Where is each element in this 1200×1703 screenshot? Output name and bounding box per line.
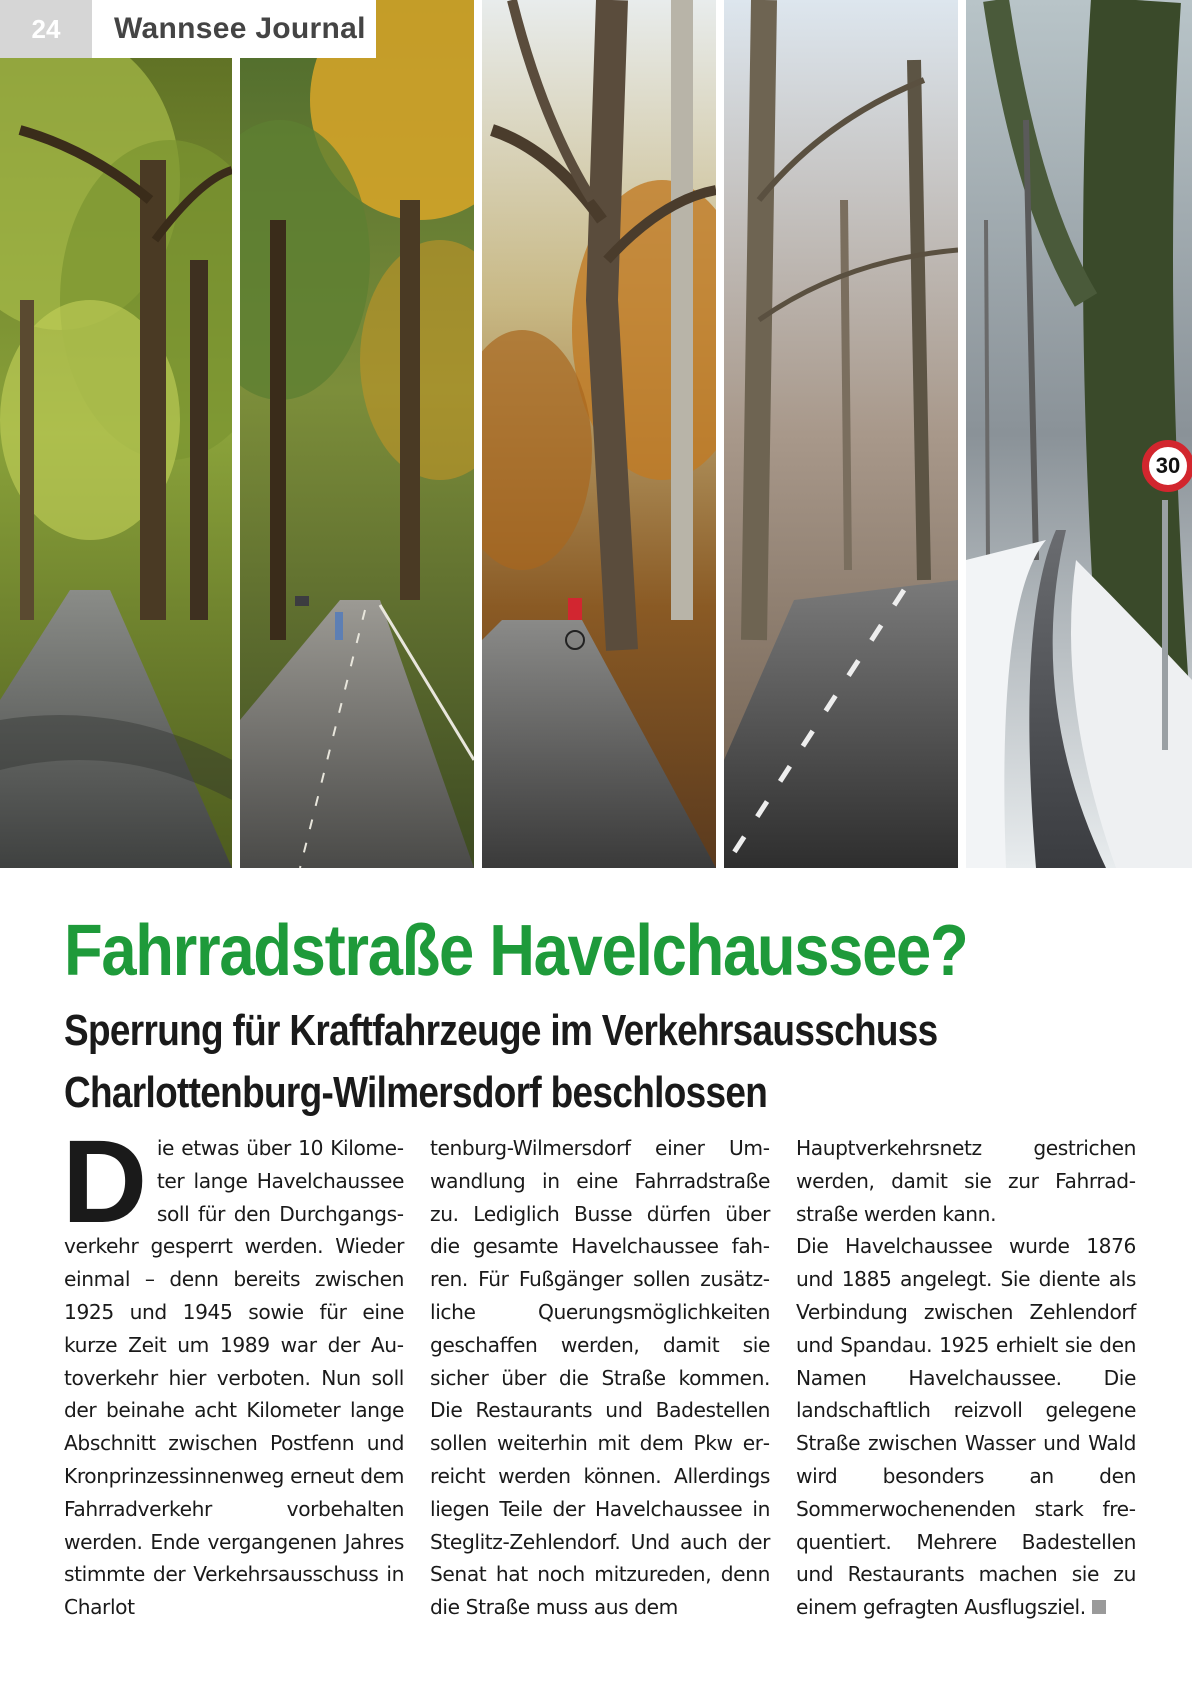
column-1-text: ie etwas über 10 Kilometer lange Havelchaussee soll für den Durchgangsverkehr gesperrt werden. Wieder einmal – denn bereits zwischen 1925 und 1945 sowie für eine kurze Zeit um 1989 war der Autoverkehr hier verboten. Nun soll der beinahe acht Kilometer lange Abschnitt zwischen Postfenn und Kronprinzessinnenweg erneut dem Fahrradverkehr vorbehalten werden. Ende vergangenen Jahres stimmte der Verkehrsausschuss in Charlot — [64, 1136, 404, 1620]
photo-early-spring-road — [724, 0, 958, 868]
article-subtitle — [64, 1000, 1072, 1124]
speed-limit-sign-icon — [1142, 440, 1192, 492]
column-3-paragraph-2-text: Die Havelchaussee wurde 1876 und 1885 angelegt. Sie diente als Verbindung zwischen Zehlendorf und Spandau. 1925 erhielt sie den Namen Havelchaussee. Die landschaftlich reizvoll gelegene Straße zwischen Wasser und Wald wird besonders an den Sommerwochenenden stark frequentiert. Mehrere Badestellen und Restaurants machen sie zu einem gefragten Ausflugsziel. — [796, 1234, 1136, 1620]
page-header — [0, 0, 376, 58]
column-2-text: tenburg-Wilmersdorf einer Umwandlung in eine Fahrradstraße zu. Lediglich Busse dürfen über die gesamte Havelchaussee fahren. Für Fußgänger sollen zusätzliche Querungsmöglichkeiten geschaffen werden, damit sie sicher über die Straße kommen. Die Restaurants und Badestellen sollen weiterhin mit dem Pkw erreicht werden können. Allerdings liegen Teile der Havelchaussee in Steglitz-Zehlendorf. Und auch der Senat hat noch mitzureden, denn die Straße muss aus dem — [430, 1136, 770, 1620]
subtitle-line-1: Sperrung für Kraftfahrzeuge im Verkehrsausschuss — [64, 1006, 938, 1055]
column-1 — [62, 1116, 404, 1642]
photo-winter-road-snow — [966, 0, 1192, 868]
speed-limit-value: 30 — [1155, 453, 1181, 478]
column-2 — [430, 1132, 770, 1642]
page-number: 24 — [0, 0, 92, 58]
column-3 — [796, 1132, 1136, 1642]
photo-autumn-road-pedestrian — [240, 0, 474, 868]
photo-summer-road — [0, 0, 232, 868]
drop-cap: D — [62, 1116, 147, 1248]
article-body — [62, 1116, 1136, 1642]
photo-autumn-road-cyclist — [482, 0, 716, 868]
publication-name: Wannsee Journal — [92, 0, 376, 58]
end-of-article-icon — [1092, 1600, 1106, 1614]
article-title: Fahrradstraße Havelchaussee? — [64, 911, 968, 991]
column-3-paragraph-2 — [796, 1230, 1136, 1624]
subtitle-line-2: Charlottenburg-Wilmersdorf beschlossen — [64, 1068, 768, 1117]
column-3-paragraph-1: Hauptverkehrsnetz gestrichen werden, damit sie zur Fahrradstraße werden kann. — [796, 1136, 1136, 1226]
